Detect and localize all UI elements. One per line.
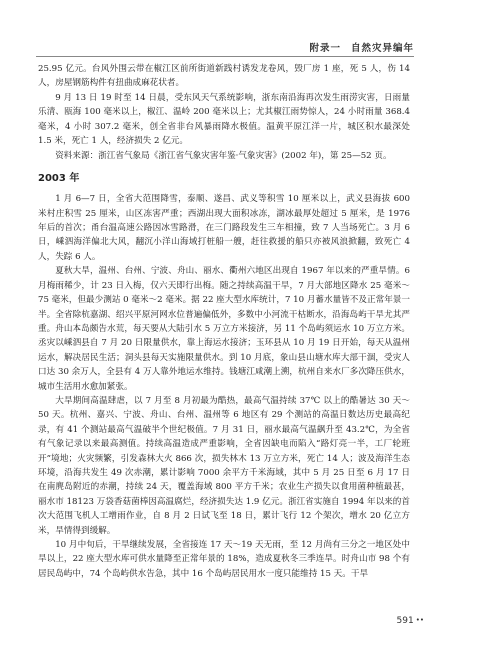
header-appendix: 附录一 (309, 43, 341, 54)
header-title: 自然灾异编年 (350, 43, 414, 54)
page-number: 591 (396, 616, 414, 626)
header-rule (36, 56, 414, 57)
source-note: 资料来源：浙江省气象局《浙江省气象灾害年鉴·气象灾害》(2002 年)，第 25—52 页。 (55, 151, 392, 162)
paragraph: 大旱期间高温肆虐，以 7 月至 8 月初最为酷热，最高气温持续 37℃ 以上的酷暑达 30 天～50 天。杭州、嘉兴、宁波、舟山、台州、温州等 6 地区有 29 个测站的高温日数达历史最高纪录，有 41 个测站最高气温破半个世纪极值。7 月 31 日，丽水最高气温飙升至 43.2℃，为全省有气象记录以来最高测值。持续高温造成严重影响，全省因缺电而陷入“路灯亮一半，工厂轮班开”境地；火灾频繁，引发森林大火 866 次，损失林木 13 万立方米，死亡 14 人；波及海洋生态环境，沿海共发生 49 次赤潮，累计影响 7000 余平方千米海域，其中 5 月 25 日至 6 月 17 日在南麂岛附近的赤潮，持续 24 天，覆盖海域 800 平方千米；农业生产损失以食用菌种植最甚，丽水市 18123 万袋香菇菌棒因高温腐烂，经济损失达 1.9 亿元。浙江省实施自 1994 年以来的首次大范围飞机人工增雨作业，自 8 月 2 日试飞至 18 日，累计飞行 12 个架次，增水 20 亿立方米，旱情得到缓解。 (38, 395, 410, 536)
body-text (38, 62, 410, 581)
paragraph: 9 月 13 日 19 时至 14 日晨，受东风天气系统影响，浙东南沿海再次发生雨涝灾害，日雨量乐清、瓯海 100 毫米以上，椒江、温岭 200 毫米以上；尤其椒江雨势惊人，24 小时雨量 368.4 毫米，4 小时 307.2 毫米，创全省非台风暴雨降水极值。温黄平原江洋一片，城区积水最深处 1.5 米，死亡 1 人，经济损失 2 亿元。 (38, 92, 410, 147)
paragraph: 夏秋大旱，温州、台州、宁波、舟山、丽水、衢州六地区出现自 1967 年以来的严重旱情。6 月梅雨稀少，计 23 日入梅，仅六天即行出梅。随之持续高温干旱，7 月大部地区降水 25 毫米～75 毫米，但最少测站 0 毫米～2 毫米。据 22 座大型水库统计，7 10 月蓄水量皆不及正常年景一半。全省除杭嘉湖、绍兴平原河网水位普遍偏低外，多数中小河流干枯断水，沿海岛屿干旱尤其严重。舟山本岛颇告水荒，每天要从大陆引水 5 万立方米接济，另 11 个岛屿须运水 10 万立方米。丞灾以嵊泗县自 7 月 20 日限量供水，靠上海运水接济；玉环县从 10 月 19 日开始，每天从温州运水，解决居民生活；洞头县每天实施限量供水。到 10 月底，象山县山塘水库大部干涸，受灾人口达 30 余万人，全县有 4 万人靠外地运水维持。钱塘江咸潮上溯，杭州自来水厂多次降压供水，城市生活用水愈加紧张。 (38, 266, 410, 392)
running-header (309, 40, 414, 54)
paragraph: 10 月中旬后，干旱继续发展，全省接连 17 天～19 天无雨，至 12 月尚有三分之一地区处中旱以上，22 座大型水库可供水量降至正常年景的 18%，造成夏秋冬三季连旱。时舟山市 98 个有居民岛屿中，74 个岛屿供水告急，其中 16 个岛屿居民用水一度只能维持 15 天。干旱 (38, 540, 410, 579)
paragraph: 25.95 亿元。台风外围云带在椒江区前所街道新践村诱发龙卷风，毁厂房 1 座，死 5 人，伤 14 人，房屋钢筋构件有扭曲成麻花状者。 (38, 64, 410, 89)
section-heading: 2003 年 (38, 172, 80, 184)
paragraph: 1 月 6—7 日，全省大范围降雪，泰顺、遂昌、武义等积雪 10 厘米以上，武义县海拔 600 米村庄积雪 25 厘米，山区冻害严重；西湖出现大面积冰冻，湖冰最厚处超过 5 厘米，是 1976 年后的首次；甬台温高速公路因冰雪路滑，在三门路段发生三车相撞，致 7 人当场死亡。3 月 6 日，嵊泗海洋偏北大风，翻沉小洋山海域打桩船一艘，赶往救援的船只亦被风浪掀翻，致死亡 4 人，失踪 6 人。 (38, 194, 410, 262)
footer-ornament: •• (415, 616, 424, 624)
page-footer (397, 616, 424, 626)
